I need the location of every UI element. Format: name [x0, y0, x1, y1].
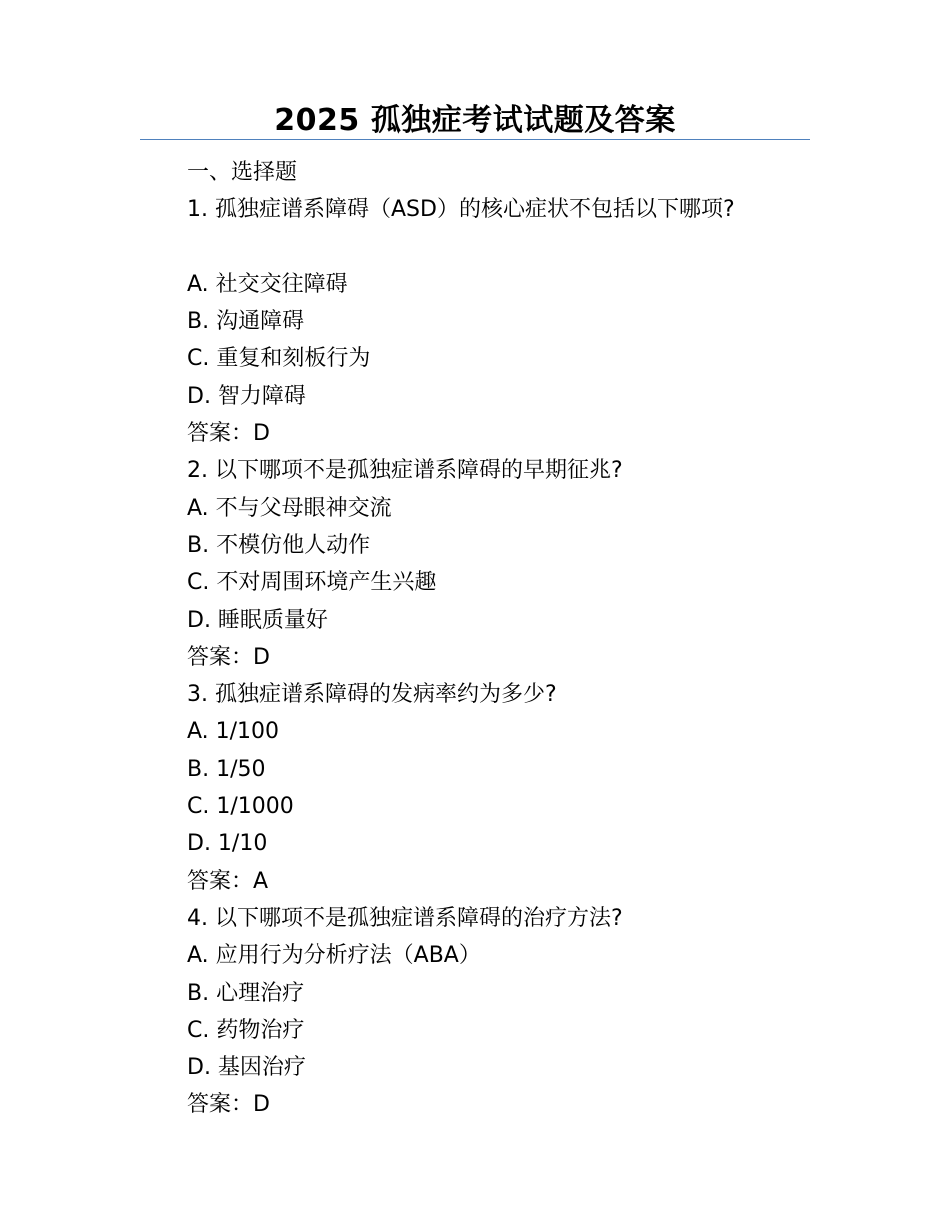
option-a: A. 应用行为分析疗法（ABA） [187, 943, 481, 969]
option-c: C. 重复和刻板行为 [187, 346, 371, 372]
question-block [140, 452, 780, 676]
question-block [140, 191, 780, 452]
question-block [140, 676, 780, 900]
option-d: D. 1/10 [187, 831, 268, 857]
answer-text: 答案：D [187, 644, 270, 670]
document-body [140, 154, 780, 1124]
option-b: B. 不模仿他人动作 [187, 532, 371, 558]
option-c: C. 药物治疗 [187, 1017, 305, 1043]
option-b: B. 1/50 [187, 756, 266, 782]
option-a: A. 不与父母眼神交流 [187, 495, 392, 521]
option-d: D. 智力障碍 [187, 383, 306, 409]
option-a: A. 1/100 [187, 719, 280, 745]
question-text: 4. 以下哪项不是孤独症谱系障碍的治疗方法? [187, 905, 623, 931]
option-b: B. 沟通障碍 [187, 309, 305, 335]
title-underline [140, 139, 810, 140]
answer-text: 答案：A [187, 868, 269, 894]
section-heading: 一、选择题 [187, 160, 298, 185]
option-c: C. 不对周围环境产生兴趣 [187, 570, 437, 596]
option-a: A. 社交交往障碍 [187, 271, 348, 297]
question-text: 1. 孤独症谱系障碍（ASD）的核心症状不包括以下哪项? [187, 197, 735, 223]
answer-text: 答案：D [187, 1092, 270, 1118]
option-d: D. 睡眠质量好 [187, 607, 328, 633]
document-title: 2025 孤独症考试试题及答案 [274, 103, 676, 138]
question-block [140, 900, 780, 1124]
question-text: 2. 以下哪项不是孤独症谱系障碍的早期征兆? [187, 458, 623, 484]
option-b: B. 心理治疗 [187, 980, 305, 1006]
answer-text: 答案：D [187, 421, 270, 447]
option-d: D. 基因治疗 [187, 1055, 306, 1081]
question-text: 3. 孤独症谱系障碍的发病率约为多少? [187, 682, 557, 708]
option-c: C. 1/1000 [187, 794, 294, 820]
